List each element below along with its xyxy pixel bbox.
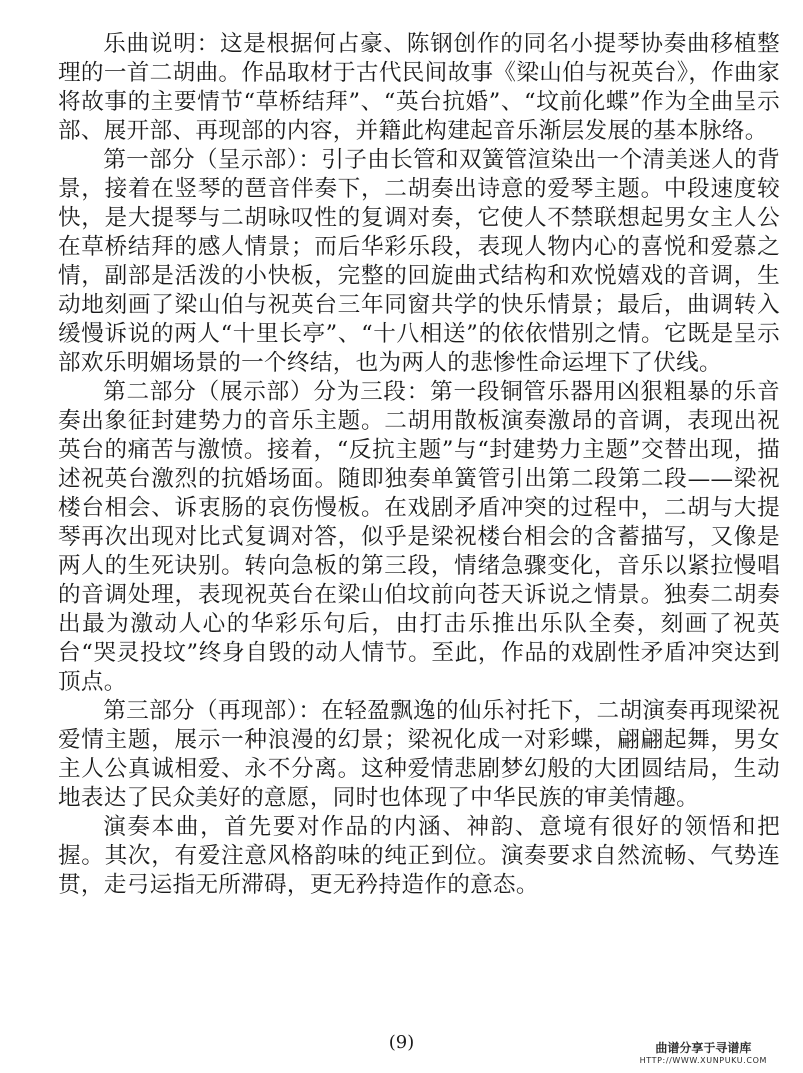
paragraph-part-three: 第三部分（再现部）：在轻盈飘逸的仙乐衬托下，二胡演奏再现梁祝爱情主题，展示一种浪漫的幻景；梁祝化成一对彩蝶，翩翩起舞，男女主人公真诚相爱、永不分离。这种爱情悲剧梦幻般的大团圆结局，生动地表达了民众美好的意愿，同时也体现了中华民族的审美情趣。 — [58, 698, 780, 811]
watermark-url: HTTP://WWW.XUNPUKU.COM — [639, 1056, 767, 1065]
paragraph-description: 乐曲说明：这是根据何占豪、陈钢创作的同名小提琴协奏曲移植整理的一首二胡曲。作品取材于古代民间故事《梁山伯与祝英台》，作曲家将故事的主要情节“草桥结拜”、“英台抗婚”、“坟前化蝶”作为全曲呈示部、展开部、再现部的内容，并籍此构建起音乐渐层发展的基本脉络。 — [58, 31, 780, 144]
watermark-title: 曲谱分享于寻谱库 — [655, 1041, 752, 1055]
paragraph-part-two: 第二部分（展示部）分为三段：第一段铜管乐器用凶狠粗暴的乐音奏出象征封建势力的音乐主题。二胡用散板演奏激昂的音调，表现出祝英台的痛苦与激愤。接着，“反抗主题”与“封建势力主题”交替出现，描述祝英台激烈的抗婚场面。随即独奏单簧管引出第二段第二段——梁祝楼台相会、诉衷肠的哀伤慢板。在戏剧矛盾冲突的过程中，二胡与大提琴再次出现对比式复调对答，似乎是梁祝楼台相会的含蓄描写，又像是两人的生死诀别。转向急板的第三段，情绪急骤变化，音乐以紧拉慢唱的音调处理，表现祝英台在梁山伯坟前向苍天诉说之情景。独奏二胡奏出最为激动人心的华彩乐句后，由打击乐推出乐队全奏，刻画了祝英台“哭灵投坟”终身自毁的动人情节。至此，作品的戏剧性矛盾冲突达到顶点。 — [58, 379, 780, 695]
paragraph-part-one: 第一部分（呈示部）：引子由长管和双簧管渲染出一个清美迷人的背景，接着在竖琴的琶音伴奏下，二胡奏出诗意的爱琴主题。中段速度较快，是大提琴与二胡咏叹性的复调对奏，它使人不禁联想起男女主人公在草桥结拜的感人情景；而后华彩乐段，表现人物内心的喜悦和爱慕之情，副部是活泼的小快板，完整的回旋曲式结构和欢悦嬉戏的音调，生动地刻画了梁山伯与祝英台三年同窗共学的快乐情景；最后，曲调转入缓慢诉说的两人“十里长亭”、“十八相送”的依依惜别之情。它既是呈示部欢乐明媚场景的一个终结，也为两人的悲惨性命运埋下了伏线。 — [58, 147, 780, 376]
page-number: (9) — [388, 1032, 415, 1053]
paragraph-performance-notes: 演奏本曲，首先要对作品的内涵、神韵、意境有很好的领悟和把握。其次，有爱注意风格韵味的纯正到位。演奏要求自然流畅、气势连贯，走弓运指无所滞碍，更无矜持造作的意态。 — [58, 814, 780, 898]
watermark — [640, 1040, 767, 1066]
document-body — [58, 30, 780, 900]
